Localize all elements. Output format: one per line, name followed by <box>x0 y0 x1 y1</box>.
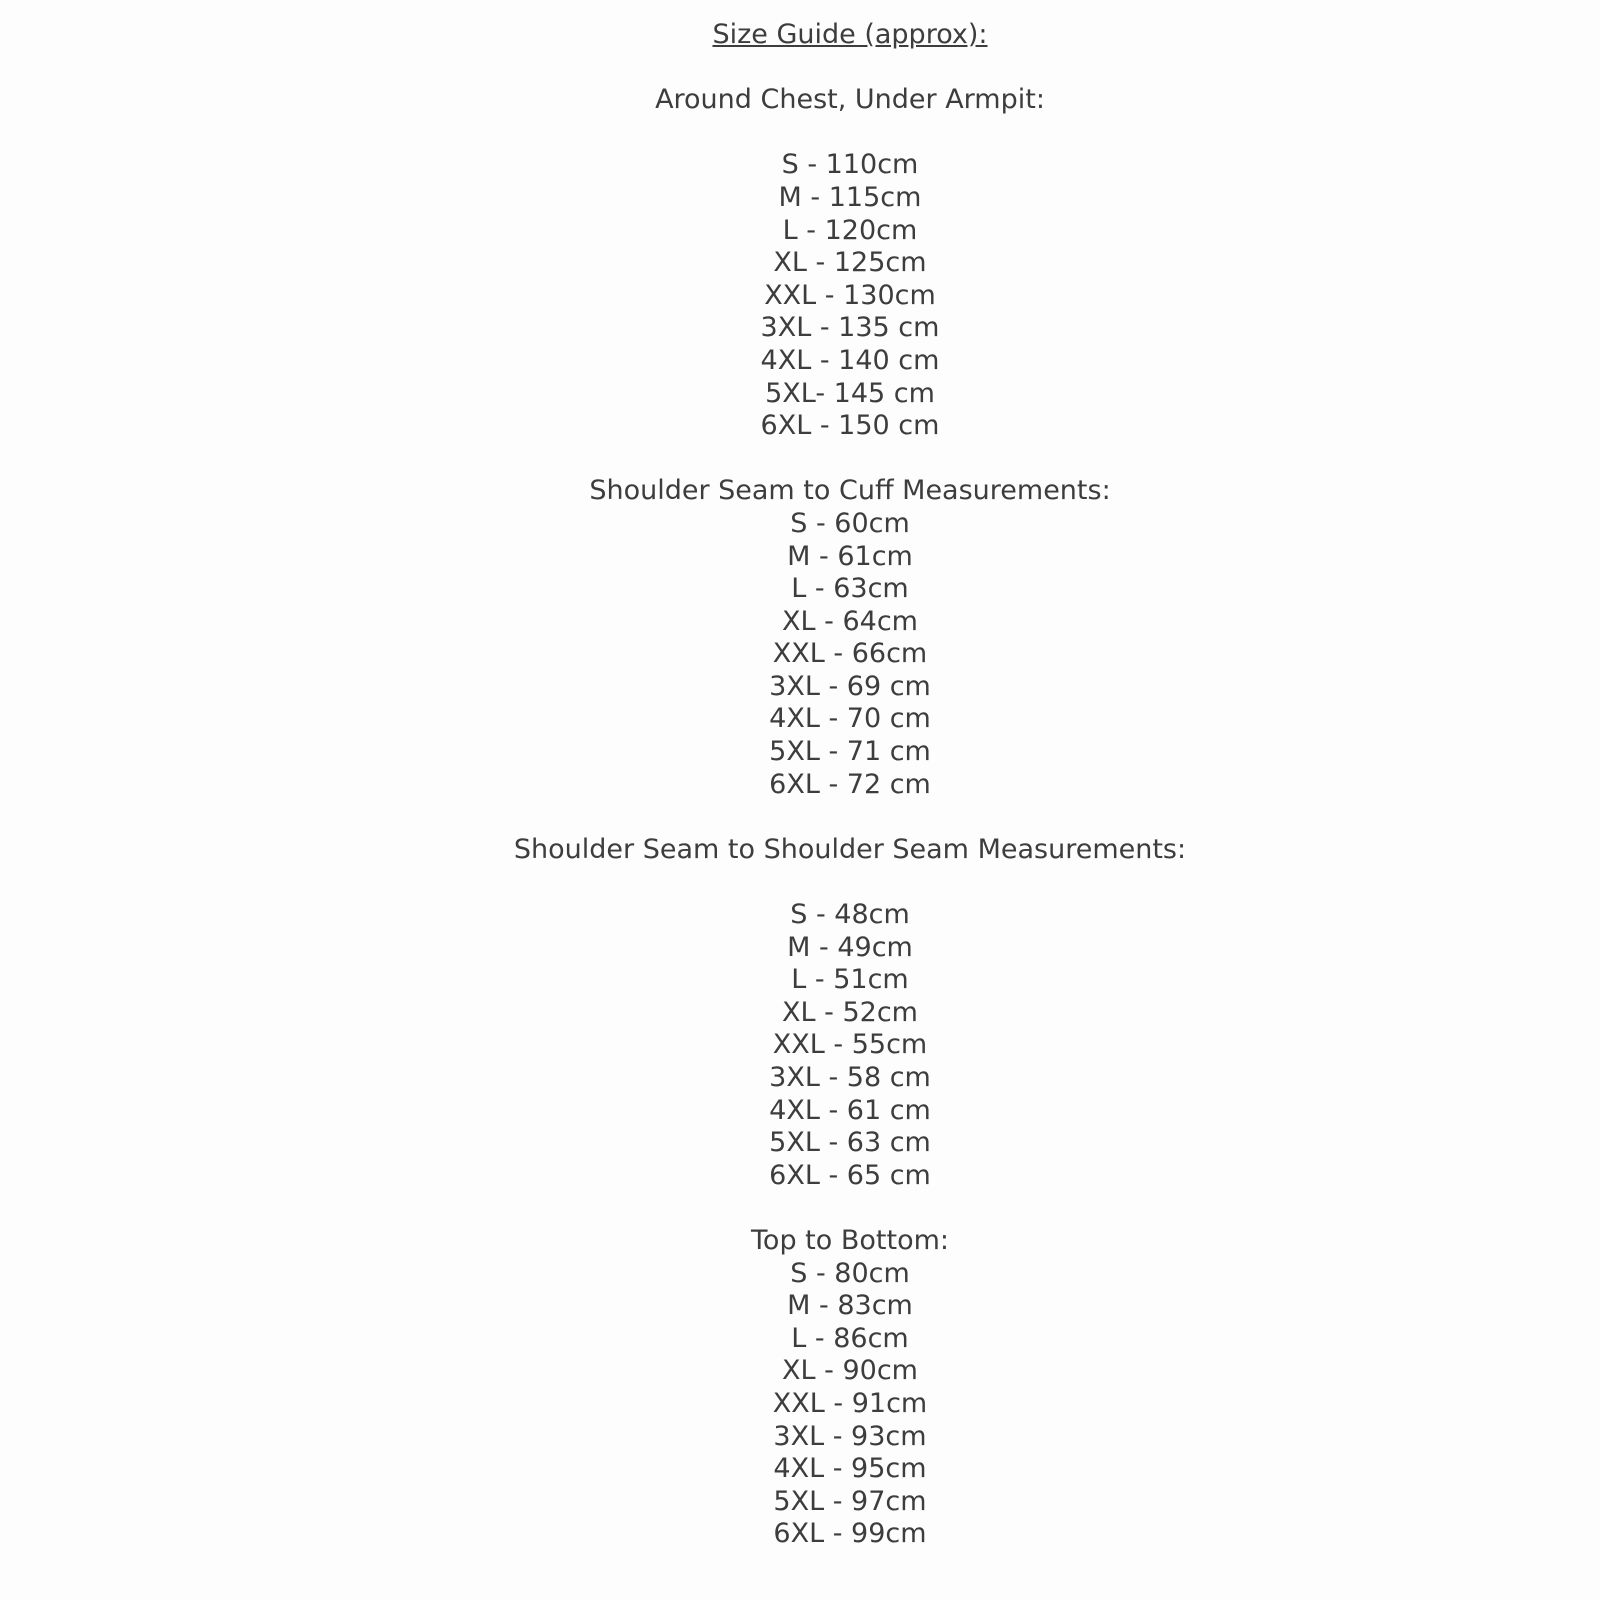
blank-line <box>100 866 1600 899</box>
size-item: L - 86cm <box>791 1322 909 1354</box>
size-item: XXL - 55cm <box>772 1029 928 1061</box>
size-item: S - 80cm <box>790 1257 910 1289</box>
size-item: M - 115cm <box>778 181 922 213</box>
size-item: M - 83cm <box>787 1290 913 1322</box>
size-item: 3XL - 93cm <box>773 1420 927 1452</box>
section-heading: Shoulder Seam to Cuff Measurements: <box>589 475 1111 507</box>
blank-line <box>100 1192 1600 1225</box>
size-item: 4XL - 70 cm <box>769 703 931 735</box>
size-item: XL - 90cm <box>782 1355 918 1387</box>
size-item: 3XL - 135 cm <box>760 312 940 344</box>
page-title: Size Guide (approx): <box>712 19 988 50</box>
size-item: 6XL - 150 cm <box>760 410 940 442</box>
size-item: XL - 125cm <box>773 247 927 279</box>
size-item: XXL - 130cm <box>764 279 936 311</box>
size-item: XL - 52cm <box>782 996 918 1028</box>
section-heading: Around Chest, Under Armpit: <box>655 84 1045 116</box>
size-item: L - 63cm <box>791 573 909 605</box>
size-item: S - 110cm <box>781 149 919 181</box>
blank-line <box>100 443 1600 476</box>
blank-line <box>100 801 1600 834</box>
size-item: 6XL - 99cm <box>773 1518 927 1550</box>
size-item: 6XL - 65 cm <box>769 1159 931 1191</box>
size-item: M - 61cm <box>787 540 913 572</box>
section-heading: Top to Bottom: <box>751 1224 949 1256</box>
size-item: 5XL - 63 cm <box>769 1127 931 1159</box>
blank-line <box>100 117 1600 150</box>
size-item: XL - 64cm <box>782 605 918 637</box>
size-item: 5XL - 97cm <box>773 1485 927 1517</box>
size-item: L - 120cm <box>782 214 918 246</box>
size-item: XXL - 66cm <box>772 638 928 670</box>
size-item: S - 60cm <box>790 507 910 539</box>
size-item: 5XL- 145 cm <box>765 377 935 409</box>
size-item: M - 49cm <box>787 931 913 963</box>
size-item: S - 48cm <box>790 899 910 931</box>
size-item: 4XL - 95cm <box>773 1453 927 1485</box>
blank-line <box>100 52 1600 85</box>
size-item: 3XL - 58 cm <box>769 1062 931 1093</box>
size-item: 6XL - 72 cm <box>769 768 931 800</box>
sections-container <box>100 84 1600 1551</box>
size-item: XXL - 91cm <box>772 1387 928 1419</box>
size-item: 3XL - 69 cm <box>769 670 931 702</box>
size-item: 4XL - 61 cm <box>769 1094 931 1126</box>
size-item: 5XL - 71 cm <box>769 736 931 768</box>
size-item: L - 51cm <box>791 964 909 996</box>
section-heading: Shoulder Seam to Shoulder Seam Measurements: <box>513 833 1187 865</box>
size-item: 4XL - 140 cm <box>760 344 940 376</box>
